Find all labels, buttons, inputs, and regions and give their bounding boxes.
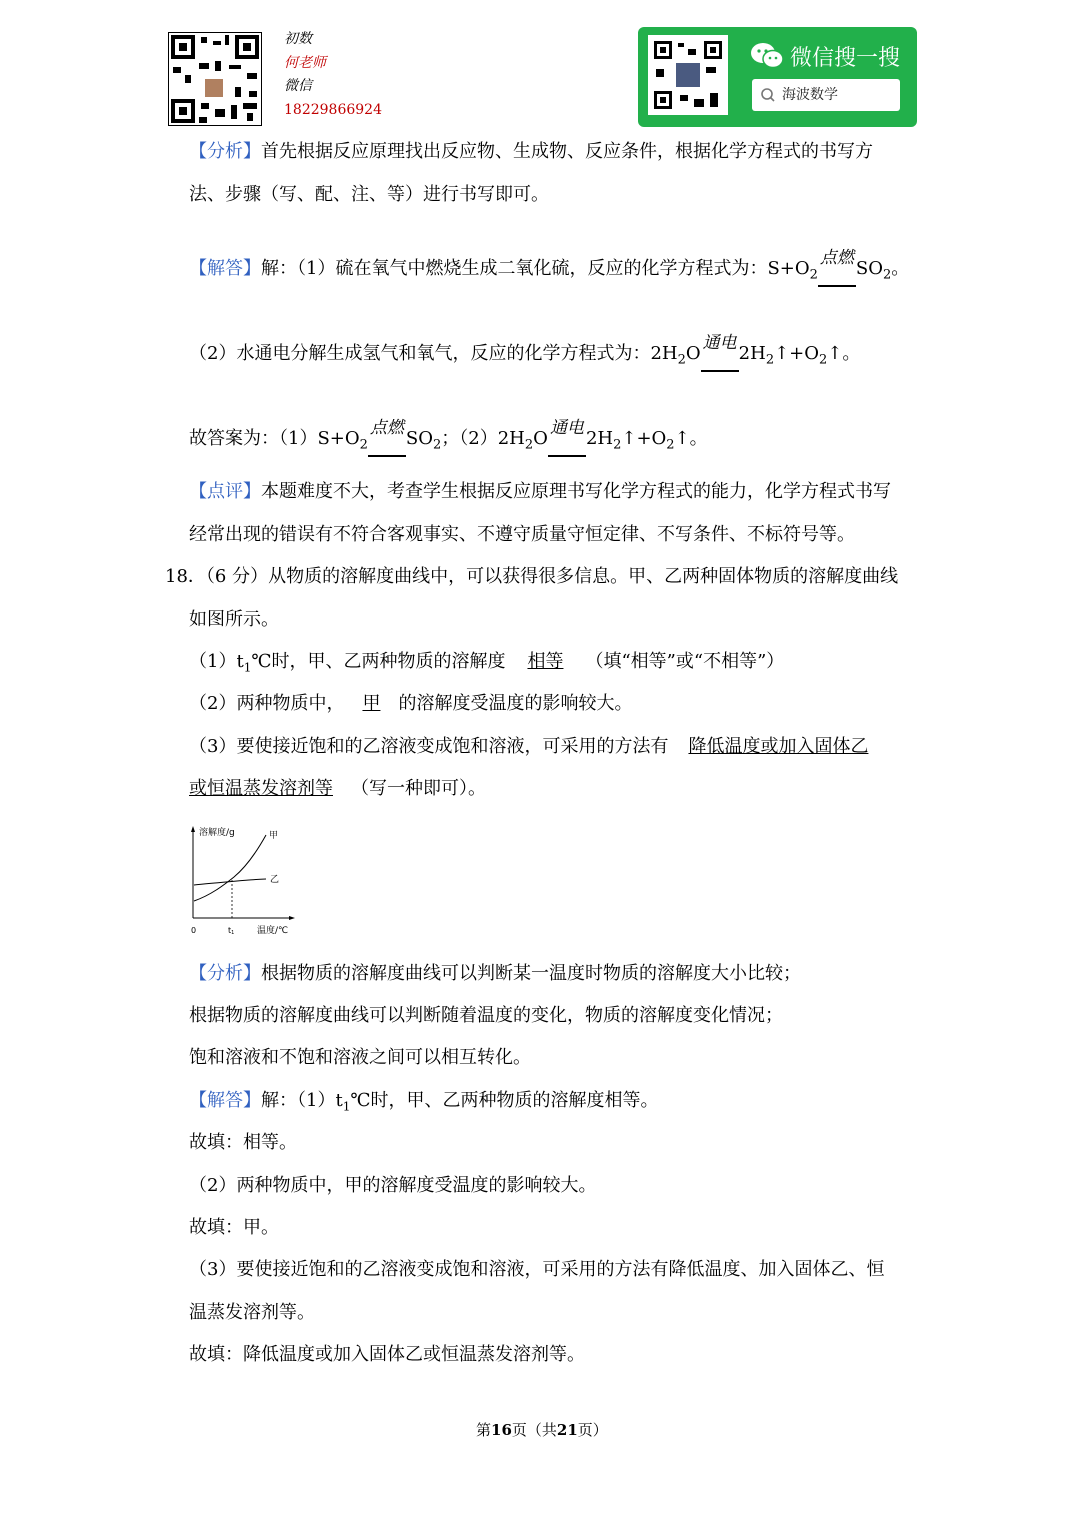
p3-answer-1: 降低温度或加入固体乙 [688,736,869,757]
q18-stem-line-1: 18．（6 分）从物质的溶解度曲线中，可以获得很多信息。甲、乙两种固体物质的溶解度曲线 [165,566,899,587]
wechat-search-title: 微信搜一搜 [790,46,901,71]
y-axis-label: 溶解度/g [199,828,235,838]
q18-answer-line-4: 温蒸发溶剂等。 [189,1302,315,1323]
wechat-qr-code [648,35,728,115]
q17-analysis-text-1: 首先根据反应原理找出反应物、生成物、反应条件，根据化学方程式的书写方 [261,141,873,162]
legend-yi: 乙 [270,875,280,885]
contact-info [284,28,382,122]
analysis-tag: 【分析】 [189,141,261,162]
final-mid: ；（2） [441,428,498,449]
analysis-tag: 【分析】 [189,963,261,984]
contact-line-2: 何老师 [284,54,326,71]
ans-1a: 解：（1）t [261,1090,343,1111]
q18-part-2 [189,692,632,716]
p2-a: （2）两种物质中， [189,693,345,714]
qr-code-icon [648,35,728,115]
q18-analysis-line-1 [189,962,801,986]
p1-c: （填“相等”或“不相等”） [585,651,785,672]
answer-tag: 【解答】 [189,258,261,279]
p1-a: （1）t [189,651,244,672]
x-axis-label: 温度/℃ [257,926,289,936]
eq-water: 2H [650,343,678,364]
q18-stem-line-2: 如图所示。 [189,609,279,630]
y-axis-arrow [191,826,195,832]
q18-analysis-text-1: 根据物质的溶解度曲线可以判断某一温度时物质的溶解度大小比较； [261,963,801,984]
footer-mid: 页（共 [511,1421,557,1439]
q17-review-line-2: 经常出现的错误有不符合客观事实、不遵守质量守恒定律、不写条件、不标符号等。 [189,524,855,545]
contact-line-3: 微信 [284,78,312,94]
series-jia-curve [194,835,266,901]
eq-s-o: S+O [767,258,810,279]
q17-answer-line-1 [189,248,910,288]
condition-electric: 通电 [702,333,737,353]
review-tag: 【点评】 [189,481,261,502]
condition-burn: 点燃 [369,418,404,438]
q17-answer-text-1: 解：（1）硫在氧气中燃烧生成二氧化硫，反应的化学方程式为： [261,258,768,279]
q17-answer-text-2: （2）水通电分解生成氢气和氧气，反应的化学方程式为： [189,343,651,364]
answer-tag: 【解答】 [189,1090,261,1111]
final-prefix: 故答案为：（1） [189,428,318,449]
p1-b: ℃时，甲、乙两种物质的溶解度 [251,651,506,672]
eq-h2: 2H [738,343,766,364]
footer-post: 页） [577,1421,608,1439]
q18-analysis-line-3: 饱和溶液和不饱和溶液之间可以相互转化。 [189,1047,531,1068]
q17-answer-line-2: （2）水通电分解生成氢气和氧气，反应的化学方程式为：$2H_2O$ 通电 $2H_2↑+O_2↑$。 [189,342,860,373]
q18-fill-3: 故填：降低温度或加入固体乙或恒温蒸发溶剂等。 [189,1344,585,1365]
contact-line-1: 初数 [284,31,312,47]
search-icon [760,79,776,123]
q17-review-line-1 [189,480,891,504]
eq-so2: SO [855,258,883,279]
qr-code-icon [169,33,261,125]
legend-jia: 甲 [269,831,279,841]
q17-final-answer: 故答案为：$(1)S+O_2$ 点燃 $SO_2$；$(2)2H_2O$ 通电 $2H_2↑+O_2↑$。 [189,427,708,458]
q18-fill-2: 故填：甲。 [189,1217,279,1238]
q18-part-1: $(1)t_1℃$时，甲、乙两种物质的溶解度 相等 （填“相等”或“不相等”） [189,651,785,675]
q17-review-text-1: 本题难度不大，考查学生根据反应原理书写化学方程式的能力，化学方程式书写 [261,481,891,502]
q18-answer-line-2: （2）两种物质中，甲的溶解度受温度的影响较大。 [189,1175,597,1196]
contact-phone: 18229866924 [284,101,382,118]
page-total: 21 [556,1421,578,1439]
q18-part-3-line-2 [189,777,486,801]
q18-answer-line-3: （3）要使接近饱和的乙溶液变成饱和溶液，可采用的方法有降低温度、加入固体乙、恒 [189,1259,885,1280]
solubility-chart [186,823,306,941]
p3-a: （3）要使接近饱和的乙溶液变成饱和溶液，可采用的方法有 [189,736,669,757]
x-axis-arrow [289,916,295,920]
page-number: 16 [491,1421,512,1439]
wechat-search-query: 海波数学 [782,87,838,103]
wechat-logo-icon [750,41,784,75]
teacher-qr-code [168,32,262,126]
ans-1b: ℃时，甲、乙两种物质的溶解度相等。 [350,1090,659,1111]
q17-analysis-line-1 [189,140,873,164]
footer-pre: 第 [476,1421,492,1439]
origin-label: 0 [191,926,197,935]
p1-answer: 相等 [527,651,564,672]
q17-analysis-line-2: 法、步骤（写、配、注、等）进行书写即可。 [189,184,549,205]
wechat-search-box[interactable] [752,79,900,111]
condition-electric: 通电 [549,418,584,438]
q18-fill-1: 故填：相等。 [189,1132,297,1153]
q18-part-3-line-1 [189,735,868,759]
q18-analysis-line-2: 根据物质的溶解度曲线可以判断随着温度的变化，物质的溶解度变化情况； [189,1005,783,1026]
p3-answer-2: 或恒温蒸发溶剂等 [189,778,333,799]
wechat-search-banner [638,27,917,127]
q18-answer-line-1: 【解答】解：$(1)t_1℃$时，甲、乙两种物质的溶解度相等。 [189,1090,659,1114]
page-footer [476,1418,608,1442]
p3-b: （写一种即可）。 [351,778,486,799]
p2-b: 的溶解度受温度的影响较大。 [398,693,633,714]
p2-answer: 甲 [362,693,381,714]
t1-label: t1 [228,926,235,936]
condition-burn: 点燃 [819,248,854,268]
eq-sulfur: $S+O_2$ 点燃 $SO_2$。 [767,258,909,279]
